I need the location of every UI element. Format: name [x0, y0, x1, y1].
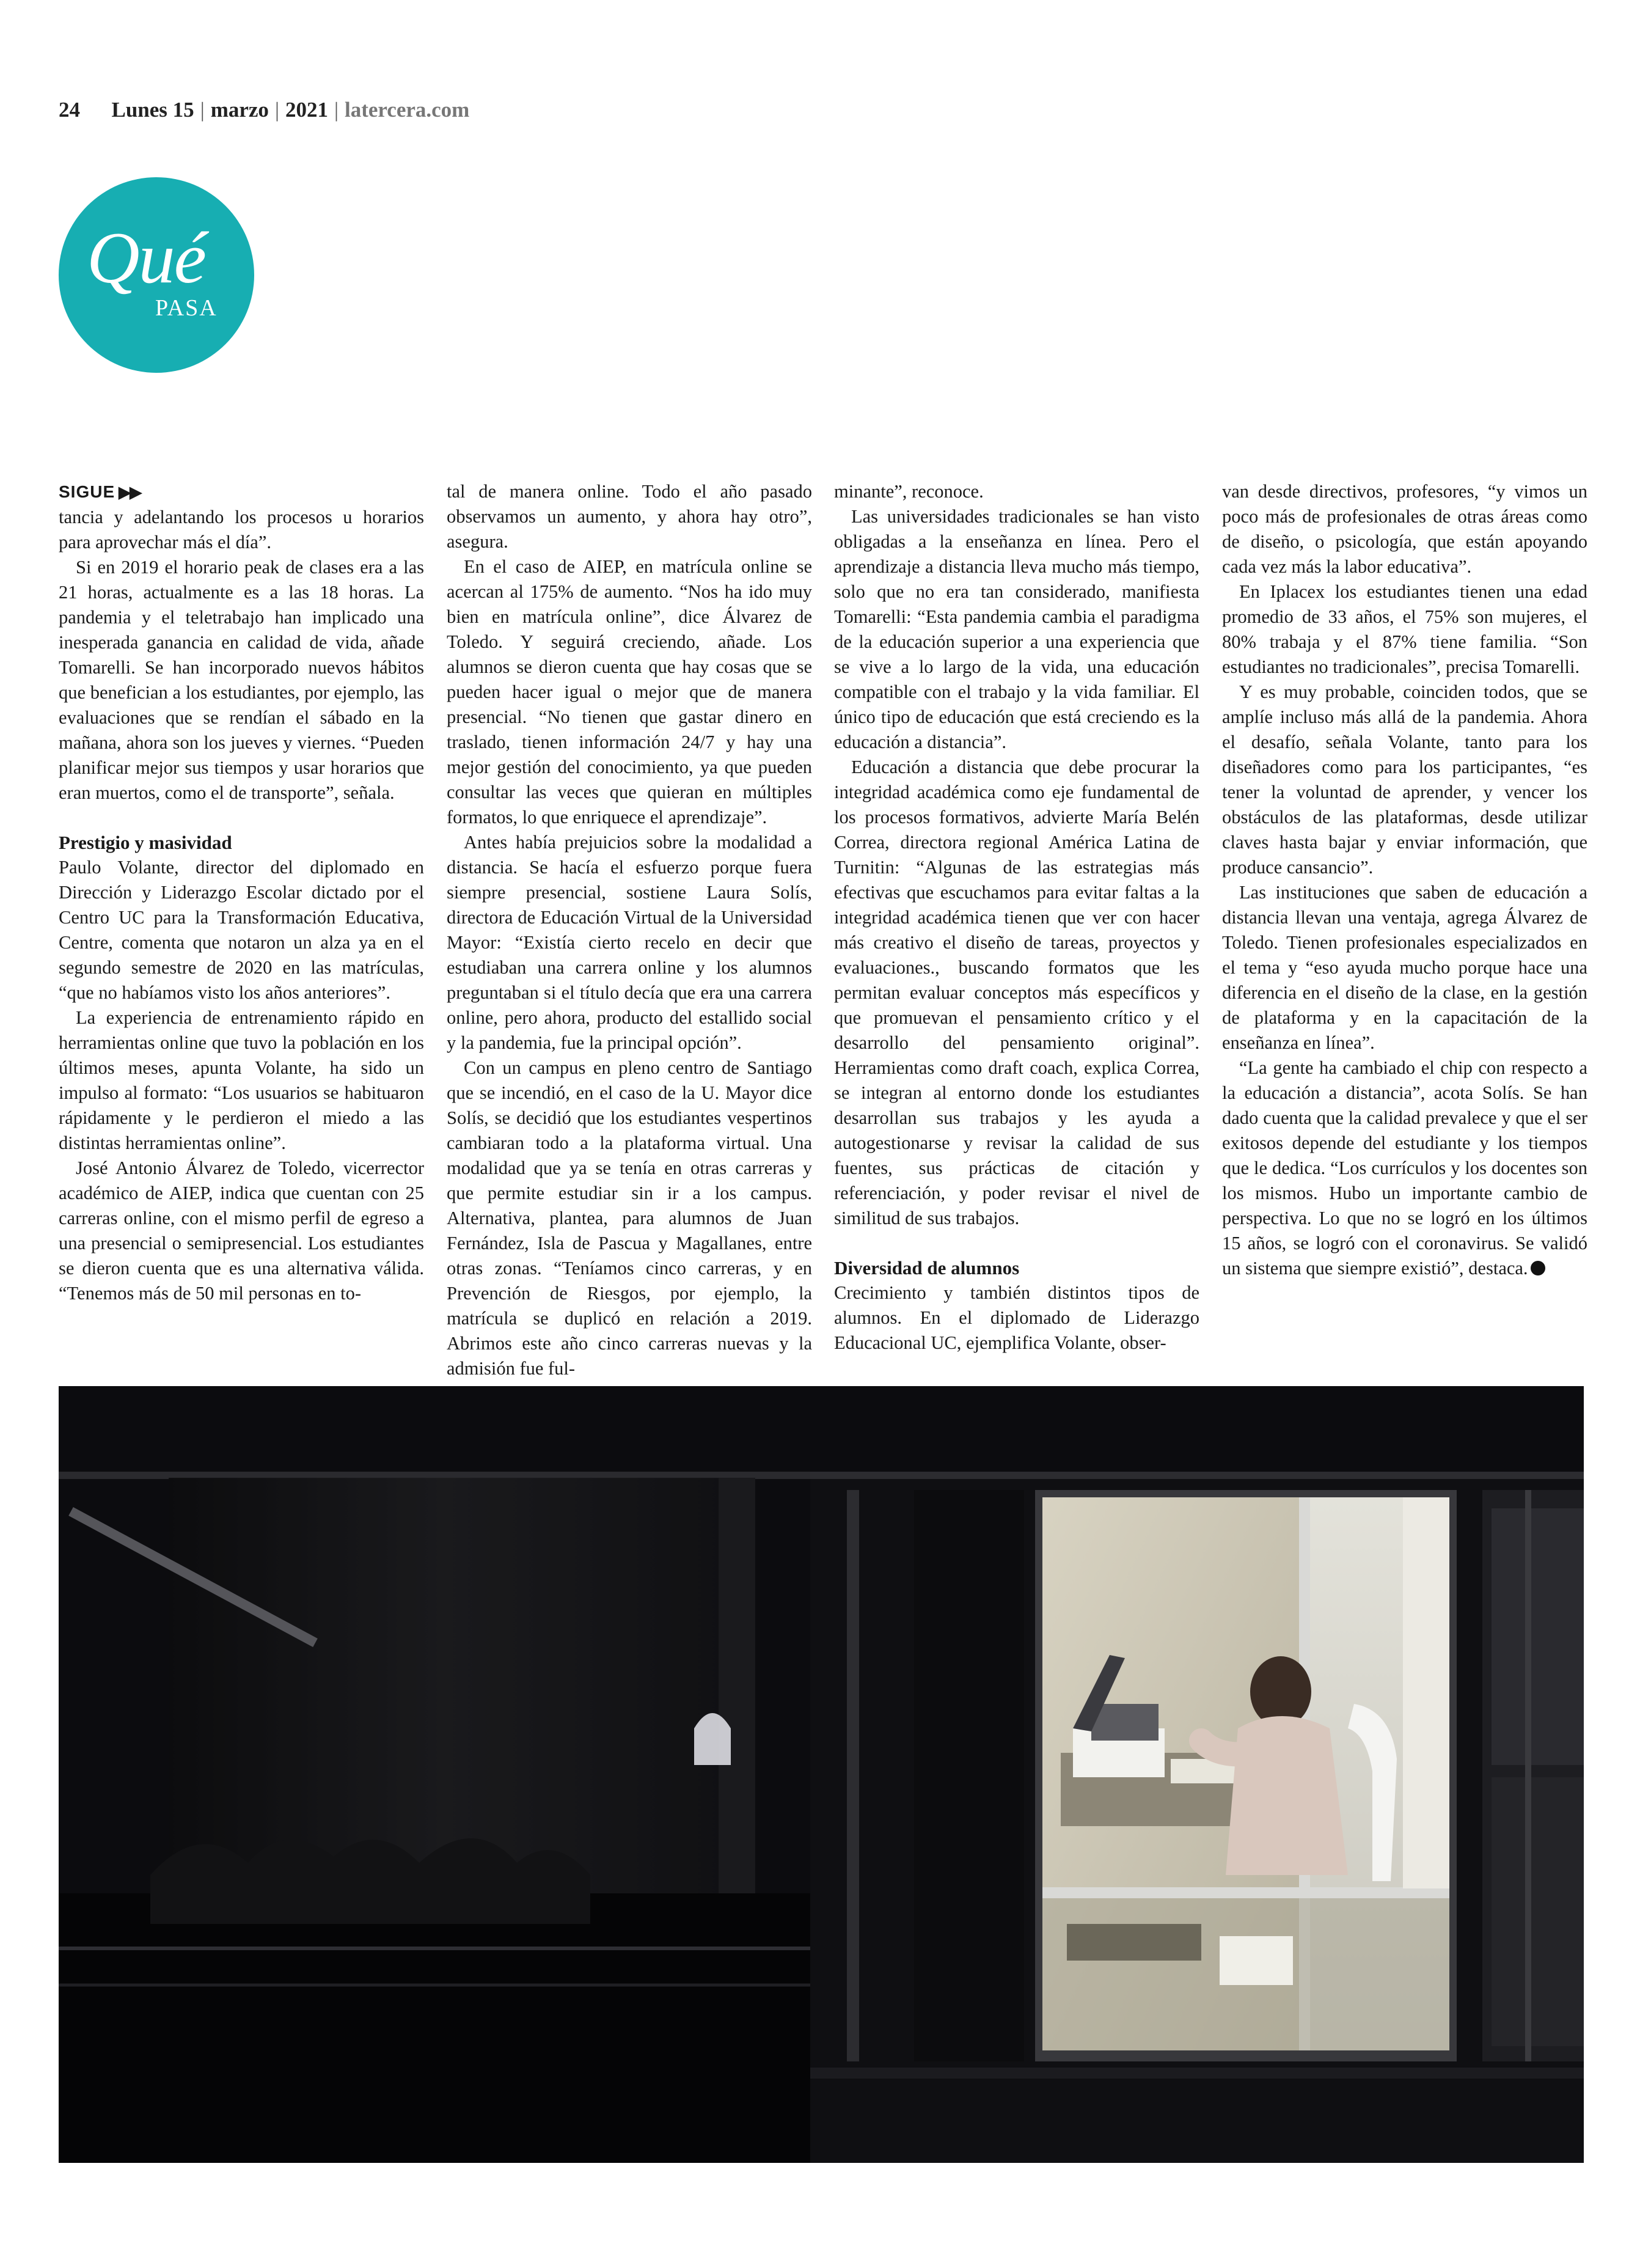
- paragraph-final-text: “La gente ha cambiado el chip con respecto a la educación a distancia”, acota Solís. Se han dado cuenta que la calidad prevalece y que el ser exitosos depende del estudiante y los tiempos que le dedica. “Los currículos y los docentes son los mismos. Hubo un importante cambio de perspectiva. Lo que no se logró en los últimos 15 años, se logró con el coronavirus. Se validó un sistema que siempre existió”, destaca.: [1222, 1057, 1587, 1279]
- paragraph: Si en 2019 el horario peak de clases era a las 21 horas, actualmente es a las 18 horas. La pandemia y el teletrabajo han implicado una inesperada ganancia en calidad de vida, añade Tomarelli. Se han incorporado nuevos hábitos que benefician a los estudiantes, por ejemplo, las evaluaciones que se rendían el sábado en la mañana, ahora son los jueves y viernes. “Pueden planificar mejor sus tiempos y usar horarios que eran muertos, como el de transporte”, señala.: [59, 557, 424, 803]
- folio-site: latercera.com: [344, 98, 470, 122]
- folio-separator: |: [274, 98, 279, 122]
- paragraph: tal de manera online. Todo el año pasado observamos un aumento, y ahora hay otro”, asegura.: [447, 481, 812, 552]
- subheading: Prestigio y masividad: [59, 832, 232, 853]
- paragraph: José Antonio Álvarez de Toledo, vicerrector académico de AIEP, indica que cuentan con 25 carreras online, con el mismo perfil de egreso a una presencial o semipresencial. Los estudiantes se dieron cuenta que es una alternativa válida. “Tenemos más de 50 mil personas en to-: [59, 1158, 424, 1304]
- folio-separator: |: [334, 98, 339, 122]
- paragraph: En el caso de AIEP, en matrícula online se acercan al 175% de aumento. “Nos ha ido muy bien en matrícula online”, dice Álvarez de Toledo. Y seguirá creciendo, añade. Los alumnos se dieron cuenta que hay cosas que se pueden hacer igual o mejor que de manera presencial. “No tienen que gastar dinero en traslado, tienen información 24/7 y hay una mejor gestión del conocimiento, ya que pueden consultar las veces que quieran en múltiples formatos, lo que enriquece el aprendizaje”.: [447, 556, 812, 828]
- sigue-label: SIGUE: [59, 482, 115, 501]
- article-column-1: [59, 479, 424, 1306]
- article-column-4: [1222, 479, 1587, 1281]
- paragraph: van desde directivos, profesores, “y vimos un poco más de profesionales de otras áreas como de diseño, o psicología, que están apoyando cada vez más la labor educativa”.: [1222, 481, 1587, 577]
- paragraph: Paulo Volante, director del diplomado en Dirección y Liderazgo Escolar dictado por el Centro UC para la Transformación Educativa, Centre, comenta que notaron un alza ya en el segundo semestre de 2020 en las matrículas, “que no habíamos visto los años anteriores”.: [59, 857, 424, 1003]
- paragraph: Y es muy probable, coinciden todos, que se amplíe incluso más allá de la pandemia. Ahora el desafío, señala Volante, tanto para los diseñadores como para los participantes, “es tener la voluntad de aprender, y vencer los obstáculos de las plataformas, desde utilizar claves hasta bajar y enviar información, que produce cansancio”.: [1222, 681, 1587, 878]
- page-number: 24: [59, 98, 80, 122]
- paragraph: minante”, reconoce.: [834, 481, 984, 502]
- folio-day: Lunes 15: [111, 98, 194, 122]
- paragraph: tancia y adelantando los procesos u horarios para aprovechar más el día”.: [59, 507, 424, 552]
- night-window-illustration: [59, 1386, 1584, 2163]
- page-folio: [59, 98, 469, 122]
- sigue-marker: [59, 479, 424, 505]
- paragraph: La experiencia de entrenamiento rápido en herramientas online que tuvo la población en los últimos meses, apunta Volante, ha sido un impulso al formato: “Los usuarios se habituaron rápidamente y le perdieron el miedo a las distintas herramientas online”.: [59, 1007, 424, 1153]
- que-pasa-logo: [59, 177, 254, 373]
- folio-month: marzo: [210, 98, 269, 122]
- logo-pasa-text: PASA: [155, 295, 218, 321]
- paragraph: Con un campus en pleno centro de Santiago que se incendió, en el caso de la U. Mayor dice Solís, se decidió que los estudiantes vespertinos cambiaran todo a la plataforma virtual. Una modalidad que ya se tenía en otras carreras y que permite estudiar sin ir a los campus. Alternativa, plantea, para alumnos de Juan Fernández, Isla de Pascua y Magallanes, entre otras zonas. “Teníamos cinco carreras, y en Prevención de Riesgos, por ejemplo, la matrícula se duplicó en relación a 2019. Abrimos este año cinco carreras nuevas y la admisión fue ful-: [447, 1057, 812, 1379]
- end-of-article-icon: [1531, 1261, 1545, 1275]
- paragraph: Antes había prejuicios sobre la modalidad a distancia. Se hacía el esfuerzo porque fuera siempre presencial, sostiene Laura Solís, directora de Educación Virtual de la Universidad Mayor: “Existía cierto recelo en decir que estudiaban una carrera online y los alumnos preguntaban si el título decía que era una carrera online, pero ahora, producto del estallido social y la pandemia, fue la principal opción”.: [447, 832, 812, 1053]
- article-photo: [59, 1386, 1584, 2163]
- paragraph: En Iplacex los estudiantes tienen una edad promedio de 33 años, el 75% son mujeres, el 80% trabaja y el 87% tiene familia. “Son estudiantes no tradicionales”, precisa Tomarelli.: [1222, 581, 1587, 677]
- article-column-2: [447, 479, 812, 1381]
- paragraph-final: [1222, 1055, 1587, 1281]
- logo-que-text: Qué: [87, 217, 205, 298]
- paragraph: Las universidades tradicionales se han visto obligadas a la enseñanza en línea. Pero el aprendizaje a distancia lleva mucho más tiempo, solo que no era tan considerado, manifiesta Tomarelli: “Esta pandemia cambia el paradigma de la educación superior a una experiencia que se vive a lo largo de la vida, una educación compatible con el trabajo y la vida familiar. El único tipo de educación que está creciendo es la educación a distancia”.: [834, 506, 1199, 752]
- subheading: Diversidad de alumnos: [834, 1257, 1020, 1279]
- folio-year: 2021: [285, 98, 328, 122]
- paragraph: Educación a distancia que debe procurar la integridad académica como eje fundamental de los procesos formativos, advierte María Belén Correa, directora regional América Latina de Turnitin: “Algunas de las estrategias más efectivas que escuchamos para evitar faltas a la integridad académica tienen que ver con hacer más creativo el diseño de tareas, proyectos y evaluaciones., buscando formatos que les permitan evaluar conceptos más específicos y que promuevan el pensamiento crítico y el desarrollo del pensamiento original”. Herramientas como draft coach, explica Correa, se integran al entorno donde los estudiantes desarrollan sus trabajos y les ayuda a autogestionarse y revisar la calidad de sus fuentes, sus prácticas de citación y referenciación, y poder revisar el nivel de similitud de sus trabajos.: [834, 757, 1199, 1228]
- double-arrow-icon: ▶▶: [119, 483, 141, 501]
- paragraph: Las instituciones que saben de educación a distancia llevan una ventaja, agrega Álvarez de Toledo. Tienen profesionales especializados en el tema y “eso ayuda mucho porque hace una diferencia en el diseño de la clase, en la gestión de plataforma y en la capacitación de la enseñanza en línea”.: [1222, 882, 1587, 1053]
- paragraph: Crecimiento y también distintos tipos de alumnos. En el diplomado de Liderazgo Educacional UC, ejemplifica Volante, obser-: [834, 1282, 1199, 1353]
- folio-separator: |: [200, 98, 205, 122]
- article-column-3: [834, 479, 1199, 1356]
